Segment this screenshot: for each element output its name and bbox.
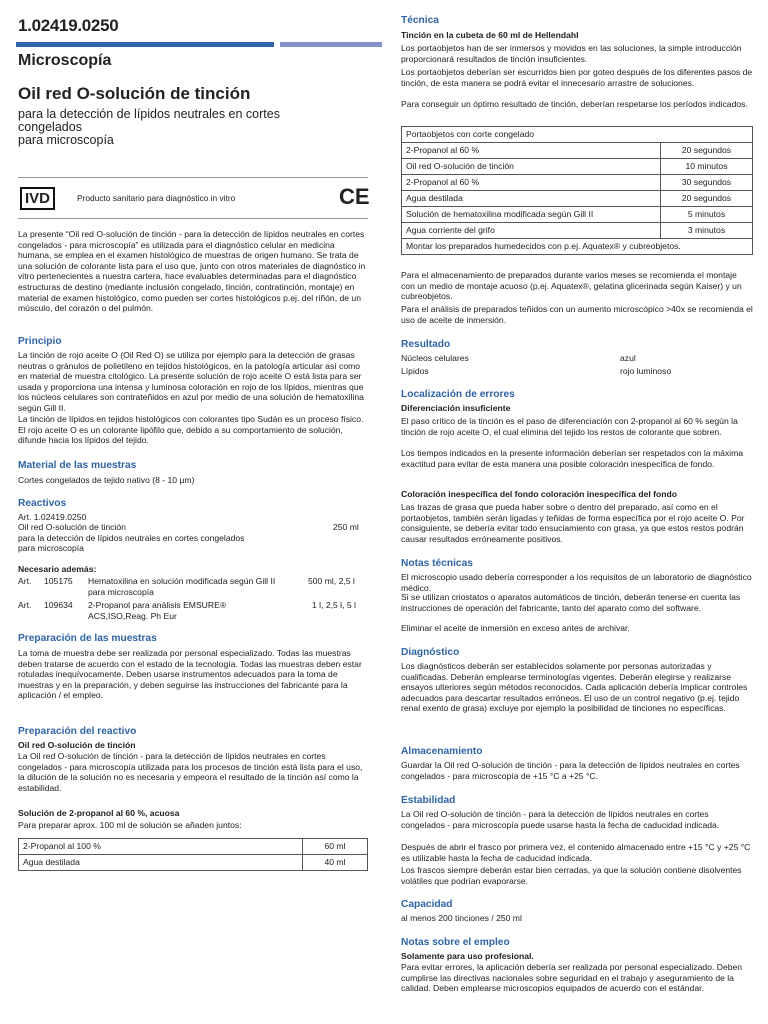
reactivos-volume: 250 ml [333, 522, 359, 532]
material-heading: Material de las muestras [18, 460, 137, 471]
table-row: Oil red O-solución de tinción 10 minutos [402, 159, 753, 175]
ivd-symbol: IVD [20, 187, 55, 210]
reactivos-art: Art. 1.02419.0250 [18, 512, 87, 522]
tecnica-p1: Los portaobjetos han de ser inmersos y movidos en las soluciones, la simple introducción proporcionará resultados de tinción insuficientes. [401, 43, 742, 64]
table-row: Agua corriente del grifo 3 minutos [402, 223, 753, 239]
article-code: 1.02419.0250 [18, 16, 119, 35]
necesario-item: Art. 105175 Hematoxilina en solución modificada según Gill II para microscopía 500 ml, 2,5 l [18, 576, 355, 597]
propanol-sub: Solución de 2-propanol al 60 %, acuosa [18, 808, 180, 818]
notas-tecnicas-heading: Notas técnicas [401, 558, 473, 569]
prep-reactivo-sub: Oil red O-solución de tinción [18, 740, 136, 750]
necesario-list [18, 576, 368, 624]
table-row: Portaobjetos con corte congelado [402, 127, 753, 143]
table-row: Solución de hematoxilina modificada según Gill II 5 minutos [402, 207, 753, 223]
divider-bottom [18, 218, 368, 219]
tecnica-p3: Para conseguir un óptimo resultado de tinción, deberían respetarse los períodos indicados. [401, 99, 748, 109]
resultado-heading: Resultado [401, 339, 451, 350]
notas-tecnicas-p3: Eliminar el aceite de inmersión en exceso antes de archivar. [401, 623, 630, 633]
propanol-table [18, 838, 368, 871]
diagnostico-text: Los diagnósticos deberán ser establecidos solamente por personas autorizadas y cualificadas. Deberán emplearse terminologías vigentes. Deberán elegirse y realizarse ensayos ulteriores según métodos reconocidos. Cada aplicación debería implicar controles adecuados para descartar resultados erróneos. El uso de un control negativo (p.ej. tejido renal exento de grasa) excluye por ejemplo la posibilidad de tinciones no específicas. [401, 661, 748, 714]
page-title: Microscopía [18, 52, 112, 69]
prep-reactivo-text: La Oil red O-solución de tinción - para la detección de lípidos neutrales en cortes congelados - para microscopía utilizada para los procesos de tinción está lista para el uso, la dilución de la solución no es necesaria y empeora el resultado de la tinción así como la estabilidad. [18, 751, 363, 793]
prep-muestras-text: La toma de muestra debe ser realizada por personal especializado. Todas las muestras deben tratarse de acuerdo con el estado de la tecnología. Todas las muestras deben estar rotuladas inequívocamente. Deben usarse instrumentos adecuados para la toma de muestras y en la preparación, y deben seguirse las instrucciones del fabricante para la aplicación / el empleo. [18, 648, 362, 701]
product-subtitle: para la detección de lípidos neutrales en cortes congelados para microscopía [18, 107, 280, 147]
divider-top [18, 177, 368, 178]
reactivos-line2: para la detección de lípidos neutrales en cortes congelados [18, 533, 245, 543]
principio-p1: La tinción de rojo aceite O (Oil Red O) se utiliza por ejemplo para la detección de grasas neutras o gránulos de polietileno en tejidos histológicos, en la patología articular así como en material de muestra citológico. La presente solución de rojo aceite O está lista para ser usada y proporciona una intensa y luminosa coloración en rojo de los lípidos, mientras que los núcleos celulares son contrateñidos en azul por medio de una solución de hematoxilina según Gill II. [18, 350, 364, 413]
material-text: Cortes congelados de tejido nativo (8 - 10 µm) [18, 475, 195, 485]
prep-muestras-heading: Preparación de las muestras [18, 633, 157, 644]
principio-p2: La tinción de lípidos en tejidos histológicos con colorantes tipo Sudán es un proceso físico. El rojo aceite O es un colorante lipófilo que, debido a su comportamiento de solución, difunde hacia los lípidos del tejido. [18, 414, 364, 446]
errores-p1: El paso crítico de la tinción es el paso de diferenciación con 2-propanol al 60 % según la tinción de rojo aceite O, el cual elimina del tejido los restos de colorante que sobren. [401, 416, 738, 437]
tecnica-p2: Los portaobjetos deberían ser escurridos bien por goteo después de los diferentes pasos de tinción, de esta manera se podrá evitar el innecesario arrastre de soluciones. [401, 67, 753, 88]
table-row: Agua destilada 20 segundos [402, 191, 753, 207]
errores-p3: Las trazas de grasa que pueda haber sobre o dentro del preparado, así como en el portaobjetos, también serán ligadas y teñidas de forma específica por el rojo aceite O. Por consiguiente, se debería evitar todo ensuciamiento con grasa, ya que estos restos podrán causar resultados erróneamente positivos. [401, 502, 745, 544]
reactivos-line1: Oil red O-solución de tinción [18, 522, 126, 532]
intro-text: La presente “Oil red O-solución de tinción - para la detección de lípidos neutrales en cortes congelados - para microscopía” es utilizada para el diagnóstico celular en medicina humana, se emplea en el examen histológico de muestras de origen humano. Se trata de una solución de colorante lista para el uso que, junto con otros materiales de diagnóstico in vitro pertenecientes a nuestra cartera, hace evaluables determinadas para el diagnóstico estructuras de destino (mediante inclusión congelado, tinción, contratinción, montaje) en material de examen histológico, como pueden ser cortes histológicos p.ej. del riñón, de un músculo, del corazón o del pulmón. [18, 229, 366, 314]
estabilidad-p2: Después de abrir el frasco por primera vez, el contenido almacenado entre +15 °C y +25 °C es utilizable hasta la fecha de caducidad indicada. [401, 842, 751, 863]
table-row: 2-Propanol al 60 % 30 segundos [402, 175, 753, 191]
errores-heading: Localización de errores [401, 389, 515, 400]
resultado-name: Lípidos [401, 366, 429, 376]
propanol-text: Para preparar aprox. 100 ml de solución se añaden juntos: [18, 820, 242, 830]
ivd-label: Producto sanitario para diagnóstico in vitro [77, 193, 236, 203]
tecnica-table [401, 126, 753, 255]
estabilidad-heading: Estabilidad [401, 795, 456, 806]
resultado-name: Núcleos celulares [401, 353, 469, 363]
necesario-label: Necesario además: [18, 564, 97, 574]
capacidad-text: al menos 200 tinciones / 250 ml [401, 913, 522, 923]
tecnica-p5: Para el análisis de preparados teñidos con un aumento microscópico >40x se recomienda el uso de aceite de inmersión. [401, 304, 753, 325]
notas-empleo-text: Para evitar errores, la aplicación debería ser realizada por personal especializado. Deben cumplirse las directivas nacionales sobre seguridad en el trabajo y aseguramiento de la calidad. Deben emplearse microscopios equipados de acuerdo con el estándar. [401, 962, 743, 994]
prep-reactivo-heading: Preparación del reactivo [18, 726, 137, 737]
product-title: Oil red O-solución de tinción [18, 84, 251, 103]
header-bar-dark [16, 42, 274, 47]
almacenamiento-text: Guardar la Oil red O-solución de tinción - para la detección de lípidos neutrales en cortes congelados - para microscopía de +15 °C a +25 °C. [401, 760, 740, 781]
resultado-value: azul [620, 353, 636, 363]
diagnostico-heading: Diagnóstico [401, 647, 460, 658]
table-row: Agua destilada 40 ml [19, 855, 368, 871]
estabilidad-p1: La Oil red O-solución de tinción - para la detección de lípidos neutrales en cortes congelados - para microscopía puede usarse hasta la fecha de caducidad indicada. [401, 809, 720, 830]
errores-sub1: Diferenciación insuficiente [401, 403, 511, 413]
almacenamiento-heading: Almacenamiento [401, 746, 483, 757]
principio-heading: Principio [18, 336, 62, 347]
table-row: Montar los preparados humedecidos con p.ej. Aquatex® y cubreobjetos. [402, 239, 753, 255]
estabilidad-p3: Los frascos siempre deberán estar bien cerradas, ya que la solución contiene disolventes volátiles que podrían evaporarse. [401, 865, 742, 886]
notas-tecnicas-p2: Si se utilizan criostatos o aparatos automáticos de tinción, deberán tenerse en cuenta las instrucciones de operación del fabricante, tanto del aparato como del software. [401, 592, 741, 613]
notas-empleo-sub: Solamente para uso profesional. [401, 951, 534, 961]
resultado-value: rojo luminoso [620, 366, 672, 376]
header-bar-light [280, 42, 382, 47]
reactivos-line3: para microscopía [18, 543, 84, 553]
errores-sub2: Coloración inespecífica del fondo coloración inespecífica del fondo [401, 489, 678, 499]
reactivos-heading: Reactivos [18, 498, 67, 509]
tecnica-heading: Técnica [401, 15, 439, 26]
capacidad-heading: Capacidad [401, 899, 453, 910]
errores-p2: Los tiempos indicados en la presente información deberían ser respetados con la máxima exactitud para evitar de esta manera una posible coloración inespecífica de fondo. [401, 448, 744, 469]
ce-mark-icon: CE [339, 184, 370, 209]
necesario-item: Art. 109634 2-Propanol para análisis EMSURE® ACS,ISO,Reag. Ph Eur 1 l, 2,5 l, 5 l [18, 600, 356, 621]
notas-tecnicas-p1: El microscopio usado debería corresponder a los requisitos de un laboratorio de diagnóstico médico. [401, 572, 752, 593]
tecnica-sub: Tinción en la cubeta de 60 ml de Hellendahl [401, 30, 579, 40]
table-row: 2-Propanol al 100 % 60 ml [19, 839, 368, 855]
table-row: 2-Propanol al 60 % 20 segundos [402, 143, 753, 159]
notas-empleo-heading: Notas sobre el empleo [401, 937, 510, 948]
tecnica-p4: Para el almacenamiento de preparados durante varios meses se recomienda el montaje con un medio de montaje acuoso (p.ej. Aquatex®, gelatina glicerinada según Kaiser) y un cubreobjetos. [401, 270, 742, 302]
